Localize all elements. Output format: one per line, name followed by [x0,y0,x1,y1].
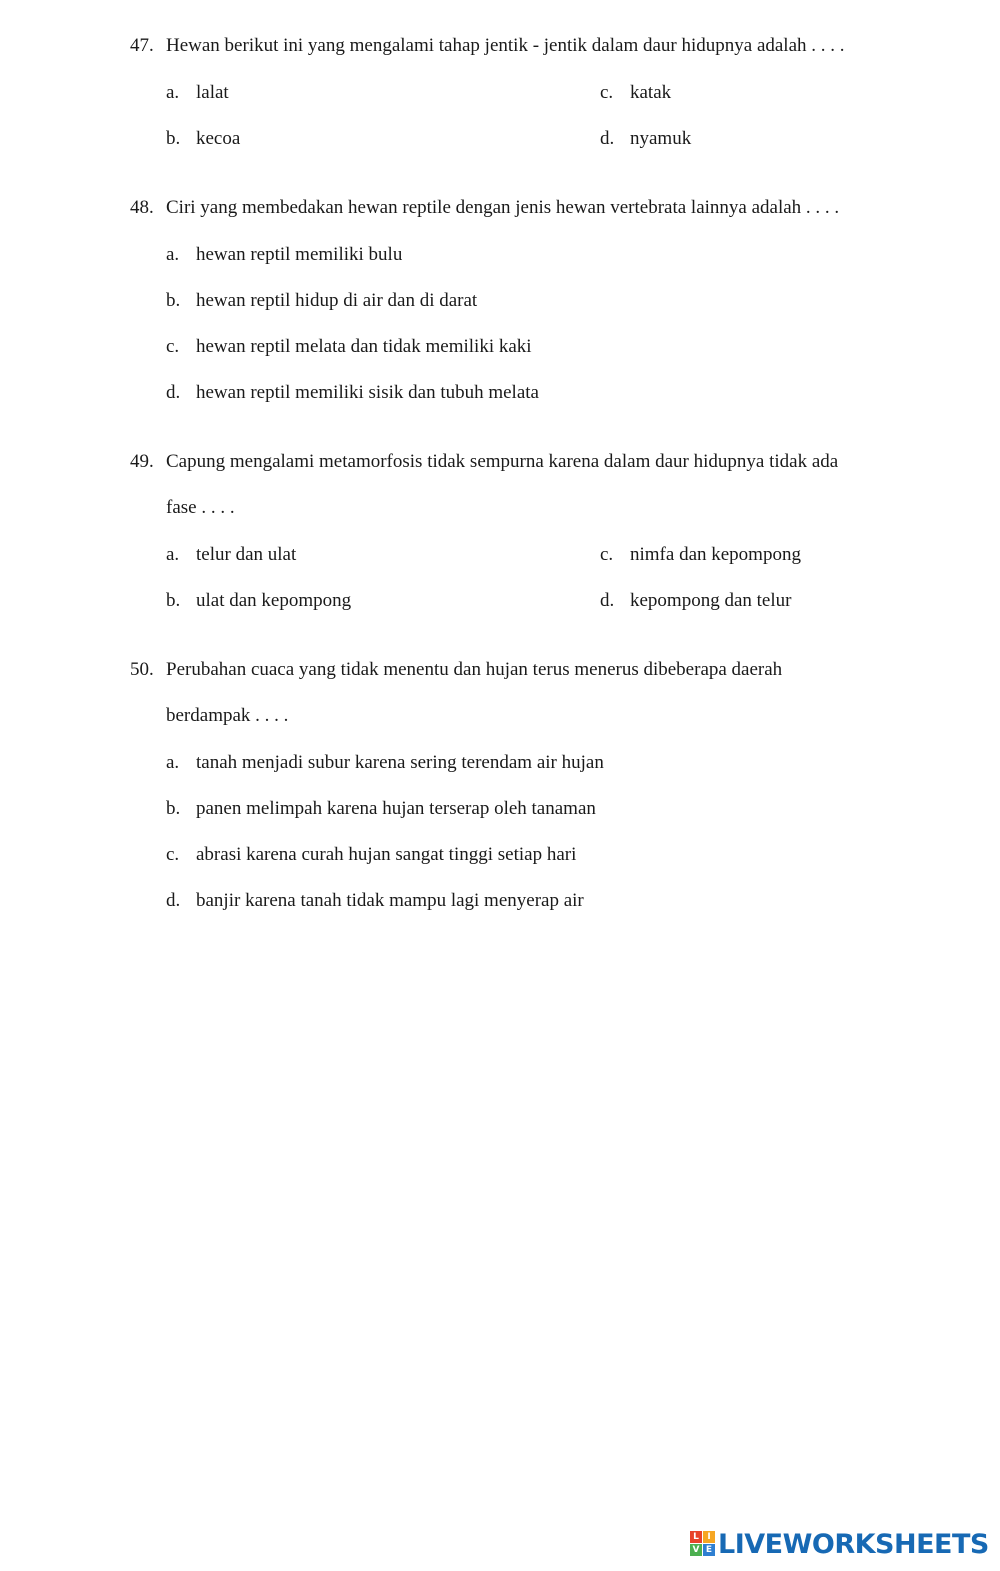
question-50 [130,655,910,911]
logo-grid-cell: E [703,1544,715,1556]
question-line [130,655,910,701]
option-letter: d. [166,382,181,403]
question-line-continued [130,493,910,539]
option-text: telur dan ulat [196,544,297,565]
question-line [130,447,910,493]
liveworksheets-logo [690,1528,990,1562]
logo-grid-icon [690,1531,716,1557]
option-text: katak [630,82,672,103]
question-line [130,193,910,239]
option-text: kepompong dan telur [630,590,792,611]
option-text: panen melimpah karena hujan terserap oleh tanaman [196,798,596,819]
option-letter: a. [166,82,180,103]
option-letter: c. [166,336,180,357]
question-text: Capung mengalami metamorfosis tidak sempurna karena dalam daur hidupnya tidak ada [166,451,839,472]
question-47 [130,31,910,149]
option-text: hewan reptil melata dan tidak memiliki kaki [196,336,532,357]
option-letter: b. [166,590,181,611]
question-text: Hewan berikut ini yang mengalami tahap jentik - jentik dalam daur hidupnya adalah . . . . [166,35,845,56]
question-number: 48. [130,197,154,218]
question-text: Ciri yang membedakan hewan reptile dengan jenis hewan vertebrata lainnya adalah . . . . [166,197,840,218]
option-text: banjir karena tanah tidak mampu lagi menyerap air [196,890,584,911]
option-letter: a. [166,544,180,565]
option-text: hewan reptil memiliki sisik dan tubuh melata [196,382,539,403]
option-text: hewan reptil memiliki bulu [196,244,403,265]
option-text: tanah menjadi subur karena sering terendam air hujan [196,752,604,773]
option-letter: c. [600,82,614,103]
option-letter: a. [166,752,180,773]
option-text: hewan reptil hidup di air dan di darat [196,290,478,311]
option-letter: c. [166,844,180,865]
option-text: abrasi karena curah hujan sangat tinggi setiap hari [196,844,577,865]
question-line-continued [130,701,910,747]
question-text: berdampak . . . . [166,705,289,726]
question-number: 50. [130,659,154,680]
question-number: 47. [130,35,154,56]
option-text: nyamuk [630,128,692,149]
option-letter: b. [166,128,181,149]
question-number: 49. [130,451,154,472]
option-letter: d. [600,128,615,149]
option-text: kecoa [196,128,241,149]
option-letter: a. [166,244,180,265]
option-letter: b. [166,798,181,819]
logo-grid-cell: I [703,1531,715,1543]
option-letter: b. [166,290,181,311]
logo-grid-cell: V [690,1544,702,1556]
option-letter: d. [600,590,615,611]
logo-grid-cell: L [690,1531,702,1543]
question-text: fase . . . . [166,497,235,518]
question-49 [130,447,910,611]
option-letter: d. [166,890,181,911]
question-48 [130,193,910,403]
logo-text: LIVEWORKSHEETS [718,1529,989,1560]
option-letter: c. [600,544,614,565]
question-text: Perubahan cuaca yang tidak menentu dan hujan terus menerus dibeberapa daerah [166,659,783,680]
option-text: lalat [196,82,229,103]
option-text: ulat dan kepompong [196,590,352,611]
question-line [130,31,910,77]
option-text: nimfa dan kepompong [630,544,801,565]
